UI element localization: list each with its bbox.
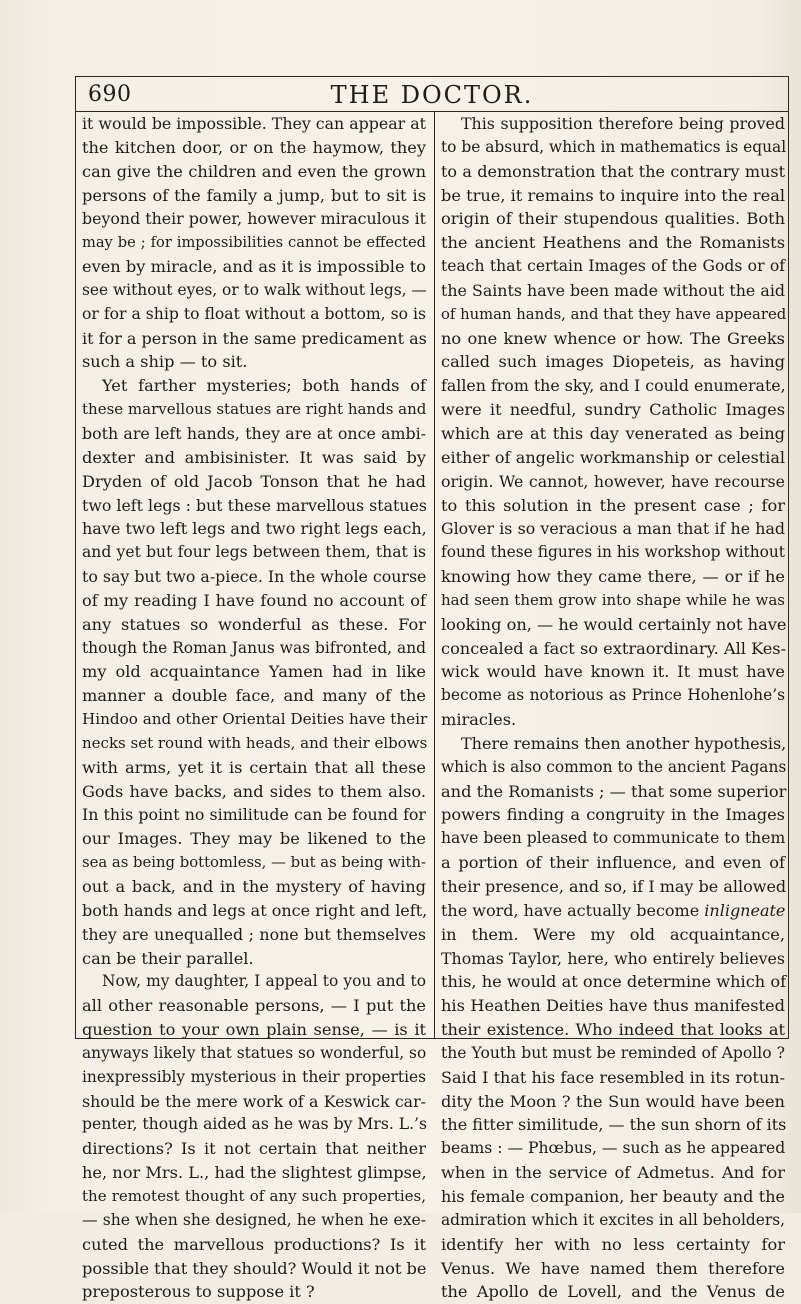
- text-line: There remains then another hypothesis,: [461, 733, 787, 753]
- text-line: see without eyes, or to walk without legs, —: [82, 280, 427, 299]
- text-line: Dryden of old Jacob Tonson that he had: [82, 471, 426, 491]
- text-line: to this solution in the present case ; for: [441, 495, 785, 515]
- text-line: teach that certain Images of the Gods or of: [441, 257, 785, 276]
- text-line: which are at this day venerated as being: [441, 423, 785, 443]
- column-divider: [434, 112, 435, 1038]
- text-line: directions? Is it not certain that neither: [82, 1139, 426, 1159]
- text-line: In this point no similitude can be found for: [82, 805, 426, 825]
- text-line: out a back, and in the mystery of having: [82, 877, 426, 896]
- left-column: [82, 112, 428, 1302]
- text-line: when in the service of Admetus. And for: [441, 1163, 785, 1183]
- text-line: wick would have known it. It must have: [441, 662, 785, 682]
- text-line: anyways likely that statues so wonderful, so: [82, 1043, 427, 1062]
- text-line: in them. Were my old acquaintance,: [441, 924, 785, 944]
- text-line: persons of the family a jump, but to sit is: [82, 185, 426, 205]
- text-line: even by miracle, and as it is impossible to: [82, 257, 426, 277]
- text-line: the Apollo de Lovell, and the Venus de: [441, 1282, 785, 1302]
- text-line: all other reasonable persons, — I put the: [82, 996, 426, 1016]
- text-line: Said I that his face resembled in its rotun-: [441, 1067, 785, 1087]
- text-line: necks set round with heads, and their elbows: [82, 733, 428, 752]
- text-line: a portion of their influence, and even of: [441, 853, 785, 873]
- text-line: it for a person in the same predicament as: [82, 328, 427, 348]
- text-line: such a ship — to sit.: [82, 352, 248, 372]
- text-line: powers finding a congruity in the Images: [441, 805, 785, 825]
- text-line: miracles.: [441, 710, 517, 730]
- text-line: may be ; for impossibilities cannot be effected: [82, 234, 426, 252]
- text-line: these marvellous statues are right hands and: [82, 400, 427, 419]
- text-line: which is also common to the ancient Pagans: [441, 757, 787, 776]
- text-line: beams : — Phœbus, — such as he appeared: [441, 1139, 786, 1158]
- text-line: though the Roman Janus was bifronted, and: [82, 638, 426, 657]
- text-line: preposterous to suppose it ?: [82, 1282, 315, 1302]
- text-line: both are left hands, they are at once ambi-: [82, 423, 426, 443]
- text-line: manner a double face, and many of the: [82, 686, 426, 706]
- text-line: inexpressibly mysterious in their properties: [82, 1067, 426, 1086]
- text-line: Thomas Taylor, here, who entirely believes: [441, 948, 785, 968]
- text-line: to be absurd, which in mathematics is equal: [441, 137, 787, 156]
- text-line: concealed a fact so extraordinary. All Kes-: [441, 638, 787, 658]
- text-line: his female companion, her beauty and the: [441, 1186, 785, 1206]
- text-line: should be the mere work of a Keswick car-: [82, 1091, 426, 1111]
- text-line: our Images. They may be likened to the: [82, 829, 426, 849]
- text-line: admiration which it excites in all beholders,: [441, 1210, 785, 1229]
- text-line: the ancient Heathens and the Romanists: [441, 233, 785, 253]
- text-line: their existence. Who indeed that looks at: [441, 1020, 785, 1040]
- text-line: to a demonstration that the contrary must: [441, 161, 785, 181]
- text-line: fallen from the sky, and I could enumerate,: [441, 376, 786, 396]
- text-line: knowing how they came there, — or if he: [441, 567, 785, 587]
- text-line: their presence, and so, if I may be allowed: [441, 877, 787, 896]
- text-line: identify her with no less certainty for: [441, 1234, 785, 1254]
- text-line: Gods have backs, and sides to them also.: [82, 781, 426, 801]
- text-line: penter, though aided as he was by Mrs. L.’s: [82, 1115, 428, 1134]
- text-line: and yet but four legs between them, that is: [82, 543, 426, 562]
- text-line: possible that they should? Would it not be: [82, 1258, 427, 1278]
- text-line: can give the children and even the grown: [82, 161, 426, 181]
- page-number: 690: [88, 82, 132, 107]
- text-line: this, he would at once determine which of: [441, 972, 787, 992]
- text-line: found these figures in his workshop without: [441, 543, 785, 562]
- right-column: [441, 112, 787, 1302]
- text-line: become as notorious as Prince Hohenlohe’s: [441, 686, 785, 705]
- text-line: no one knew whence or how. The Greeks: [441, 328, 785, 348]
- text-line: cuted the marvellous productions? Is it: [82, 1234, 426, 1254]
- text-line: the fitter similitude, — the sun shorn of its: [441, 1115, 787, 1135]
- text-line: can be their parallel.: [82, 948, 254, 968]
- text-line: the word, have actually become inligneate: [441, 900, 786, 920]
- text-line: to say but two a-piece. In the whole course: [82, 567, 427, 587]
- text-line: the remotest thought of any such properties,: [82, 1186, 426, 1205]
- text-line: question to your own plain sense, — is it: [82, 1020, 426, 1040]
- text-line: have two left legs and two right legs each,: [82, 519, 427, 539]
- text-line: origin. We cannot, however, have recourse: [441, 471, 785, 491]
- text-line: origin of their stupendous qualities. Both: [441, 209, 785, 229]
- text-line: any statues so wonderful as these. For: [82, 614, 426, 634]
- text-line: he, nor Mrs. L., had the slightest glimpse,: [82, 1163, 427, 1183]
- text-line: looking on, — he would certainly not have: [441, 614, 787, 634]
- text-line: the kitchen door, or on the haymow, they: [82, 137, 426, 157]
- text-line: of human hands, and that they have appeared: [441, 305, 787, 323]
- text-line: This supposition therefore being proved: [461, 114, 785, 133]
- text-line: both hands and legs at once right and left,: [82, 900, 428, 920]
- text-line: — she when she designed, he when he exe-: [82, 1210, 426, 1229]
- text-line: two left legs : but these marvellous statues: [82, 495, 427, 515]
- text-line: sea as being bottomless, — but as being with-: [82, 854, 426, 872]
- text-line: and the Romanists ; — that some superior: [441, 781, 787, 801]
- text-line: Glover is so veracious a man that if he had: [441, 519, 785, 539]
- text-line: they are unequalled ; none but themselves: [82, 924, 426, 944]
- text-line: with arms, yet it is certain that all these: [82, 757, 426, 777]
- text-line: be true, it remains to inquire into the real: [441, 185, 786, 205]
- text-line: either of angelic workmanship or celestial: [441, 447, 785, 467]
- text-line: were it needful, sundry Catholic Images: [441, 400, 785, 420]
- text-line: or for a ship to float without a bottom, so is: [82, 304, 426, 323]
- text-line: Hindoo and other Oriental Deities have their: [82, 710, 428, 729]
- text-line: Venus. We have named them therefore: [441, 1258, 785, 1278]
- text-line: dity the Moon ? the Sun would have been: [441, 1091, 785, 1111]
- running-title: THE DOCTOR.: [330, 81, 534, 109]
- text-line: beyond their power, however miraculous it: [82, 209, 426, 229]
- text-line: of my reading I have found no account of: [82, 590, 426, 610]
- text-line: Now, my daughter, I appeal to you and to: [102, 972, 426, 991]
- text-line: called such images Diopeteis, as having: [441, 352, 785, 372]
- text-line: it would be impossible. They can appear at: [82, 114, 426, 133]
- text-line: my old acquaintance Yamen had in like: [82, 662, 426, 682]
- text-line: dexter and ambisinister. It was said by: [82, 447, 426, 467]
- text-line: the Youth but must be reminded of Apollo ?: [441, 1043, 785, 1062]
- text-line: his Heathen Deities have thus manifested: [441, 996, 785, 1016]
- text-line: have been pleased to communicate to them: [441, 829, 786, 848]
- text-line: the Saints have been made without the aid: [441, 280, 785, 300]
- text-line: Yet farther mysteries; both hands of: [102, 376, 426, 396]
- text-line: had seen them grow into shape while he was: [441, 590, 785, 609]
